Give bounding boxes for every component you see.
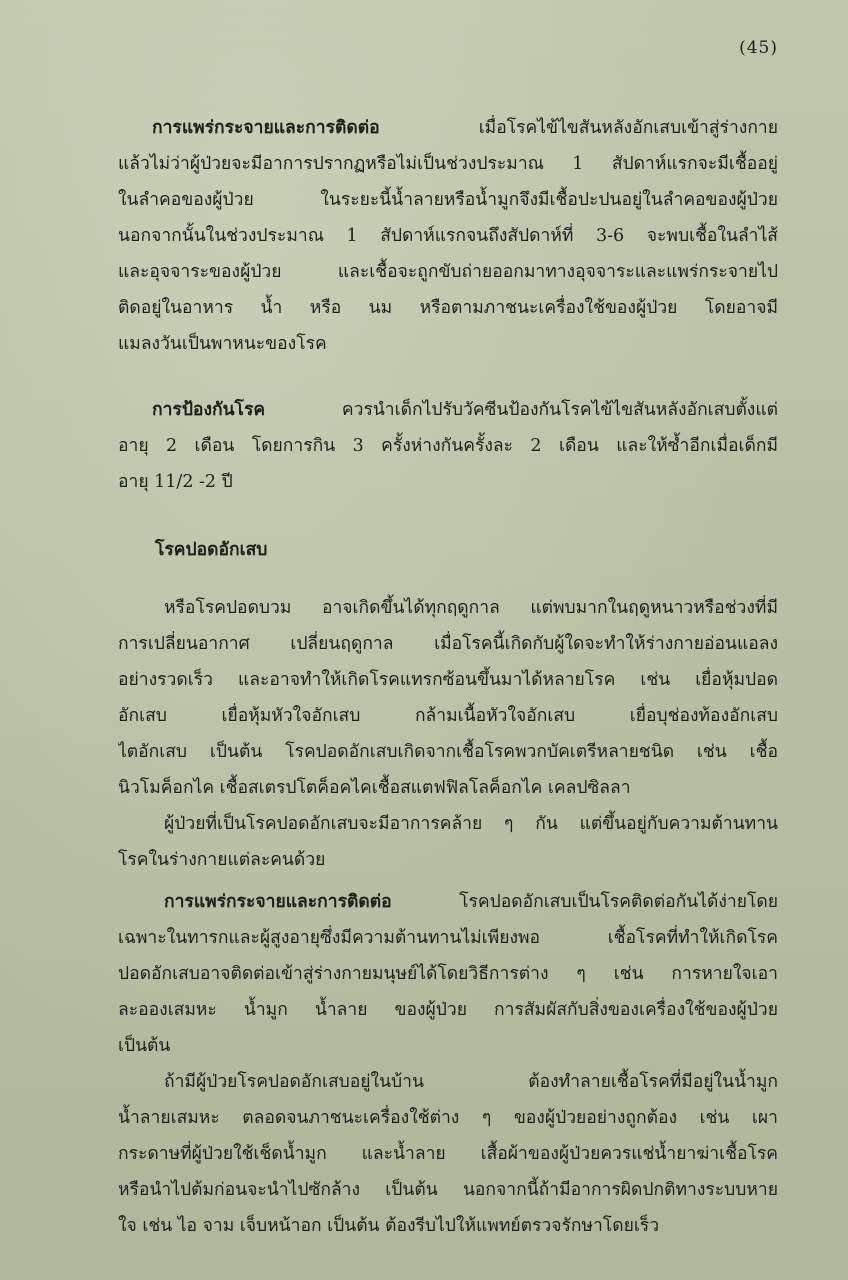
paragraph-line: น้ำลายเสมหะ ตลอดจนภาชนะเครื่องใช้ต่าง ๆ ของผู้ป่วยอย่างถูกต้อง เช่น เผา: [118, 1108, 778, 1128]
paragraph-line: เฉพาะในทารกและผู้สูงอายุซึ่งมีความต้านทานไม่เพียงพอ เชื้อโรคที่ทำให้เกิดโรค: [118, 928, 778, 948]
section-lead: การป้องกันโรค: [152, 400, 266, 420]
paragraph-line: ไตอักเสบ เป็นต้น โรคปอดอักเสบเกิดจากเชื้อโรคพวกบัคเตรีหลายชนิด เช่น เชื้อ: [118, 742, 778, 762]
section-lead: การแพร่กระจายและการติดต่อ: [164, 892, 392, 912]
paragraph-line: ละอองเสมหะ น้ำมูก น้ำลาย ของผู้ป่วย การสัมผัสกับสิ่งของเครื่องใช้ของผู้ป่วย: [118, 1000, 778, 1020]
paragraph-line: ผู้ป่วยที่เป็นโรคปอดอักเสบจะมีอาการคล้าย ๆ กัน แต่ขึ้นอยู่กับความต้านทาน: [164, 814, 778, 834]
paragraph-line: การป้องกันโรค ควรนำเด็กไปรับวัคซีนป้องกันโรคไข้ไขสันหลังอักเสบตั้งแต่: [152, 400, 778, 420]
section-prevention-polio: [118, 392, 778, 500]
paragraph-line: แล้วไม่ว่าผู้ป่วยจะมีอาการปรากฏหรือไม่เป็นช่วงประมาณ 1 สัปดาห์แรกจะมีเชื้ออยู่: [118, 154, 778, 174]
paragraph-line: ปอดอักเสบอาจติดต่อเข้าสู่ร่างกายมนุษย์ได้โดยวิธีการต่าง ๆ เช่น การหายใจเอา: [118, 964, 778, 984]
paragraph-line: อายุ 11/2 -2 ปี: [118, 472, 233, 492]
paragraph-line: และอุจจาระของผู้ป่วย และเชื้อจะถูกขับถ่ายออกมาทางอุจจาระและแพร่กระจายไป: [118, 262, 778, 282]
paragraph-line: นอกจากนั้นในช่วงประมาณ 1 สัปดาห์แรกจนถึงสัปดาห์ที่ 3-6 จะพบเชื้อในลำไส้: [118, 226, 778, 246]
section-lead: การแพร่กระจายและการติดต่อ: [152, 118, 380, 138]
page-number: (45): [739, 38, 778, 58]
paragraph-line: หรือโรคปอดบวม อาจเกิดขึ้นได้ทุกฤดูกาล แต่พบมากในฤดูหนาวหรือช่วงที่มี: [164, 598, 778, 618]
paragraph-line: การเปลี่ยนอากาศ เปลี่ยนฤดูกาล เมื่อโรคนี้เกิดกับผู้ใดจะทำให้ร่างกายอ่อนแอลง: [118, 634, 778, 654]
paragraph-line: หรือนำไปต้มก่อนจะนำไปซักล้าง เป็นต้น นอกจากนี้ถ้ามีอาการผิดปกติทางระบบหาย: [118, 1180, 778, 1200]
paragraph-line: แมลงวันเป็นพาหนะของโรค: [118, 334, 327, 354]
section-heading: โรคปอดอักเสบ: [155, 540, 268, 560]
paragraph-line: ติดอยู่ในอาหาร น้ำ หรือ นม หรือตามภาชนะเครื่องใช้ของผู้ป่วย โดยอาจมี: [118, 298, 778, 318]
section-pneumonia-description: [118, 590, 778, 878]
paragraph-line: นิวโมค็อกไค เชื้อสเตรปโตค็อคไคเชื้อสแตฟฟิลโลค็อกไค เคลปซิลลา: [118, 778, 631, 798]
section-transmission-polio: [118, 110, 778, 362]
paragraph-line: อายุ 2 เดือน โดยการกิน 3 ครั้งห่างกันครั้งละ 2 เดือน และให้ซ้ำอีกเมื่อเด็กมี: [118, 436, 778, 456]
paragraph-line: อย่างรวดเร็ว และอาจทำให้เกิดโรคแทรกซ้อนขึ้นมาได้หลายโรค เช่น เยื่อหุ้มปอด: [118, 670, 778, 690]
section-transmission-pneumonia: [118, 884, 778, 1244]
paragraph-line: เป็นต้น: [118, 1036, 171, 1056]
paragraph-line: ในลำคอของผู้ป่วย ในระยะนี้น้ำลายหรือน้ำมูกจึงมีเชื้อปะปนอยู่ในลำคอของผู้ป่วย: [118, 190, 778, 210]
paragraph-line: การแพร่กระจายและการติดต่อ โรคปอดอักเสบเป็นโรคติดต่อกันได้ง่ายโดย: [164, 892, 778, 912]
paragraph-line: อักเสบ เยื่อหุ้มหัวใจอักเสบ กล้ามเนื้อหัวใจอักเสบ เยื่อบุช่องท้องอักเสบ: [118, 706, 778, 726]
paragraph-line: การแพร่กระจายและการติดต่อ เมื่อโรคไข้ไขสันหลังอักเสบเข้าสู่ร่างกาย: [152, 118, 778, 138]
paragraph-line: ใจ เช่น ไอ จาม เจ็บหน้าอก เป็นต้น ต้องรีบไปให้แพทย์ตรวจรักษาโดยเร็ว: [118, 1216, 660, 1236]
paragraph-line: กระดาษที่ผู้ป่วยใช้เช็ดน้ำมูก และน้ำลาย เสื้อผ้าของผู้ป่วยควรแช่น้ำยาฆ่าเชื้อโรค: [118, 1144, 778, 1164]
paragraph-line: ถ้ามีผู้ป่วยโรคปอดอักเสบอยู่ในบ้าน ต้องทำลายเชื้อโรคที่มีอยู่ในน้ำมูก: [164, 1072, 778, 1092]
paragraph-line: โรคในร่างกายแต่ละคนด้วย: [118, 850, 326, 870]
